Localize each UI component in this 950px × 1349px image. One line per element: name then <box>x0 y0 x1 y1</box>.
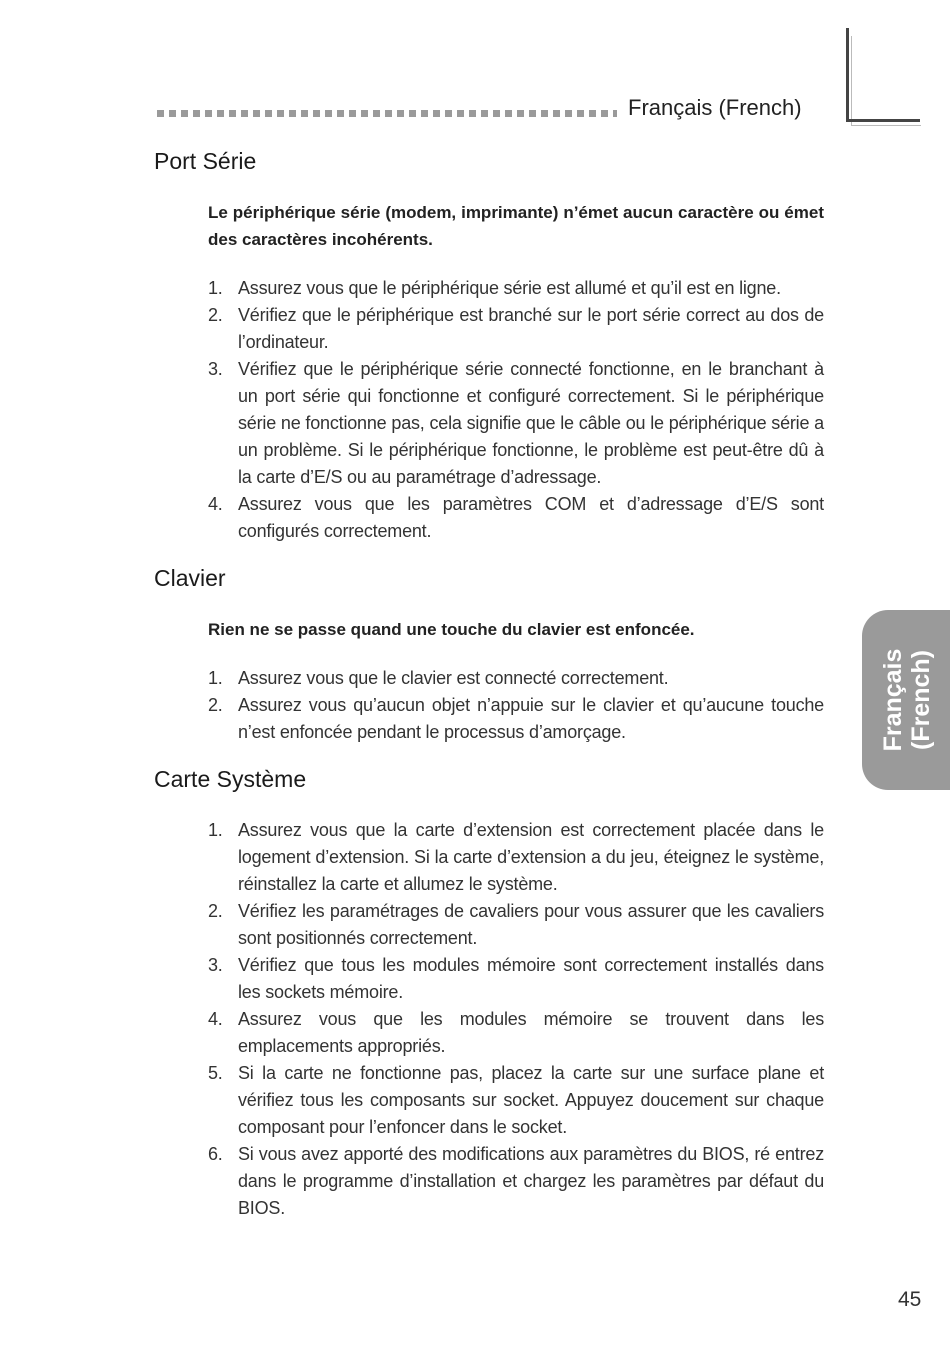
header-dot <box>217 110 224 117</box>
header-dot <box>397 110 404 117</box>
list-item: 4. Assurez vous que les modules mémoire se trouvent dans les emplacements appropriés. <box>208 1009 824 1056</box>
side-tab-line-1: Français <box>879 648 907 752</box>
header-dot <box>601 110 608 117</box>
section-title: Carte Système <box>154 766 307 792</box>
header-dot <box>577 110 584 117</box>
header-dot <box>445 110 452 117</box>
header-dot <box>193 110 200 117</box>
list-item: 3. Vérifiez que tous les modules mémoire sont correctement installés dans les sockets mémoire. <box>208 955 824 1002</box>
header-dot <box>229 110 236 117</box>
list-item: 3. Vérifiez que le périphérique série connecté fonctionne, en le branchant à un port série qui fonctionne et configuré correctement. Si le périphérique série ne fonctionne pas, cela signifie que le câble ou le périphérique série a un problème. Si le périphérique fonctionne, le problème est peut-être dû à la carte d’E/S ou au paramétrage d’adressage. <box>208 359 824 487</box>
steps-list <box>154 817 824 1222</box>
header-dot <box>253 110 260 117</box>
section-carte-systeme <box>154 766 824 1222</box>
header-dot <box>385 110 392 117</box>
header-dot <box>553 110 560 117</box>
header-dot <box>469 110 476 117</box>
list-item: 2. Assurez vous qu’aucun objet n’appuie sur le clavier et qu’aucune touche n’est enfoncée pendant le processus d’amorçage. <box>208 695 824 742</box>
list-item: 1. Assurez vous que la carte d’extension est correctement placée dans le logement d’extension. Si la carte d’extension a du jeu, éteignez le système, réinstallez la carte et allumez le système. <box>208 820 824 894</box>
section-title: Port Série <box>154 148 257 174</box>
header-dot <box>517 110 524 117</box>
header-dot <box>277 110 284 117</box>
header-dot <box>301 110 308 117</box>
header-dot <box>457 110 464 117</box>
side-tab-line-2: (French) <box>907 650 935 750</box>
running-header-title: Français (French) <box>628 95 802 120</box>
header-dot <box>409 110 416 117</box>
header-dot <box>181 110 188 117</box>
section-lead: Le périphérique série (modem, imprimante) n’émet aucun caractère ou émet des caractères incohérents. <box>208 203 824 249</box>
header-dot <box>289 110 296 117</box>
header-dot <box>265 110 272 117</box>
header-dot <box>421 110 428 117</box>
header-dotted-rule <box>157 110 617 118</box>
page-number: 45 <box>898 1288 922 1311</box>
section-clavier <box>154 565 824 746</box>
section-title: Clavier <box>154 565 226 591</box>
side-tab-label <box>879 649 935 752</box>
header-dot <box>613 110 617 117</box>
header-dot <box>505 110 512 117</box>
header-dot <box>361 110 368 117</box>
language-side-tab <box>862 610 950 790</box>
header-dot <box>589 110 596 117</box>
header-dot <box>325 110 332 117</box>
steps-list <box>154 665 824 746</box>
list-item: 2. Vérifiez les paramétrages de cavaliers pour vous assurer que les cavaliers sont positionnés correctement. <box>208 901 824 948</box>
section-port-serie <box>154 148 824 545</box>
list-item: 4. Assurez vous que les paramètres COM et d’adressage d’E/S sont configurés correctement. <box>208 494 824 541</box>
header-dot <box>205 110 212 117</box>
header-dot <box>337 110 344 117</box>
header-dot <box>493 110 500 117</box>
steps-list <box>154 275 824 545</box>
header-dot <box>241 110 248 117</box>
header-dot <box>565 110 572 117</box>
header-dot <box>433 110 440 117</box>
header-dot <box>481 110 488 117</box>
header-dot <box>349 110 356 117</box>
list-item: 1. Assurez vous que le clavier est connecté correctement. <box>208 668 669 688</box>
header-dot <box>373 110 380 117</box>
section-lead: Rien ne se passe quand une touche du clavier est enfoncée. <box>208 620 695 639</box>
header-dot <box>313 110 320 117</box>
header-dot <box>169 110 176 117</box>
list-item: 6. Si vous avez apporté des modifications aux paramètres du BIOS, ré entrez dans le programme d’installation et chargez les paramètres par défaut du BIOS. <box>208 1144 824 1218</box>
crop-corner-mark <box>846 28 922 126</box>
list-item: 1. Assurez vous que le périphérique série est allumé et qu’il est en ligne. <box>208 278 781 298</box>
header-dot <box>529 110 536 117</box>
header-dot <box>157 110 164 117</box>
list-item: 2. Vérifiez que le périphérique est branché sur le port série correct au dos de l’ordinateur. <box>208 305 824 352</box>
list-item: 5. Si la carte ne fonctionne pas, placez la carte sur une surface plane et vérifiez tous les composants sur socket. Appuyez doucement sur chaque composant pour l’enfoncer dans le socket. <box>208 1063 824 1137</box>
header-dot <box>541 110 548 117</box>
page-content <box>154 148 824 1242</box>
